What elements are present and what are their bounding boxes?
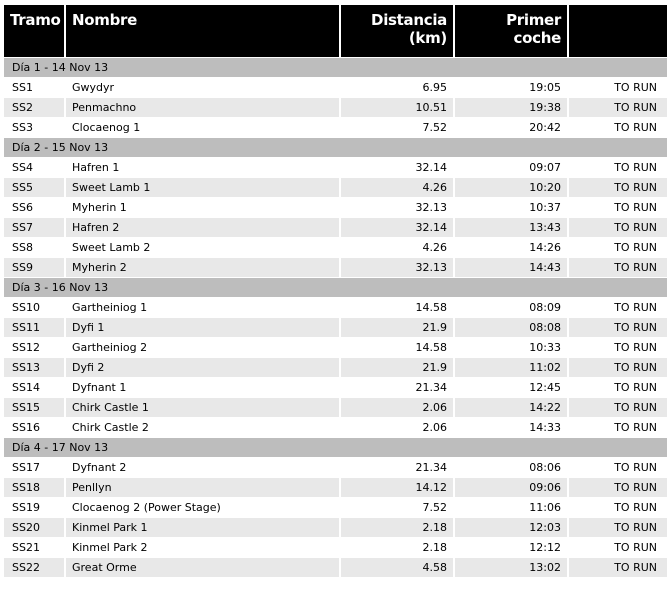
stage-name: Chirk Castle 2 — [65, 418, 340, 438]
header-primer-coche: Primer coche — [454, 5, 568, 58]
stage-name: Kinmel Park 1 — [65, 518, 340, 538]
stage-status: TO RUN — [568, 78, 667, 98]
stage-name: Sweet Lamb 1 — [65, 178, 340, 198]
stage-distance: 21.34 — [340, 378, 454, 398]
stage-distance: 21.9 — [340, 358, 454, 378]
stage-first-car-time: 14:22 — [454, 398, 568, 418]
stage-first-car-time: 09:07 — [454, 158, 568, 178]
itinerary-table — [4, 5, 667, 577]
table-row — [4, 258, 667, 278]
stage-status: TO RUN — [568, 358, 667, 378]
day-label: Día 4 - 17 Nov 13 — [4, 438, 667, 458]
stage-status: TO RUN — [568, 318, 667, 338]
stage-code: SS14 — [4, 378, 65, 398]
stage-distance: 7.52 — [340, 498, 454, 518]
stage-distance: 4.26 — [340, 178, 454, 198]
stage-status: TO RUN — [568, 538, 667, 558]
stage-code: SS1 — [4, 78, 65, 98]
stage-distance: 2.18 — [340, 538, 454, 558]
stage-name: Dyfnant 1 — [65, 378, 340, 398]
stage-first-car-time: 08:06 — [454, 458, 568, 478]
stage-status: TO RUN — [568, 518, 667, 538]
stage-first-car-time: 14:33 — [454, 418, 568, 438]
table-row — [4, 198, 667, 218]
stage-first-car-time: 14:26 — [454, 238, 568, 258]
stage-status: TO RUN — [568, 198, 667, 218]
table-row — [4, 238, 667, 258]
table-row — [4, 498, 667, 518]
stage-distance: 2.18 — [340, 518, 454, 538]
day-header-row — [4, 138, 667, 158]
header-tramo: Tramo — [4, 5, 65, 58]
table-row — [4, 478, 667, 498]
stage-status: TO RUN — [568, 298, 667, 318]
stage-distance: 14.58 — [340, 338, 454, 358]
stage-first-car-time: 11:02 — [454, 358, 568, 378]
day-header-row — [4, 438, 667, 458]
header-distancia: Distancia (km) — [340, 5, 454, 58]
table-row — [4, 218, 667, 238]
stage-code: SS13 — [4, 358, 65, 378]
table-row — [4, 458, 667, 478]
table-row — [4, 78, 667, 98]
stage-name: Chirk Castle 1 — [65, 398, 340, 418]
table-row — [4, 298, 667, 318]
stage-distance: 2.06 — [340, 398, 454, 418]
stage-distance: 2.06 — [340, 418, 454, 438]
stage-distance: 14.12 — [340, 478, 454, 498]
stage-code: SS18 — [4, 478, 65, 498]
table-row — [4, 358, 667, 378]
stage-first-car-time: 19:05 — [454, 78, 568, 98]
stage-status: TO RUN — [568, 238, 667, 258]
stage-name: Great Orme — [65, 558, 340, 578]
stage-status: TO RUN — [568, 498, 667, 518]
stage-first-car-time: 10:37 — [454, 198, 568, 218]
stage-code: SS8 — [4, 238, 65, 258]
table-row — [4, 118, 667, 138]
stage-name: Gartheiniog 2 — [65, 338, 340, 358]
stage-name: Myherin 2 — [65, 258, 340, 278]
stage-name: Penllyn — [65, 478, 340, 498]
stage-first-car-time: 12:03 — [454, 518, 568, 538]
stage-name: Hafren 2 — [65, 218, 340, 238]
stage-name: Myherin 1 — [65, 198, 340, 218]
stage-status: TO RUN — [568, 218, 667, 238]
stage-code: SS6 — [4, 198, 65, 218]
stage-first-car-time: 12:45 — [454, 378, 568, 398]
stage-distance: 32.13 — [340, 198, 454, 218]
stage-distance: 6.95 — [340, 78, 454, 98]
stage-code: SS20 — [4, 518, 65, 538]
stage-first-car-time: 14:43 — [454, 258, 568, 278]
stage-distance: 32.14 — [340, 158, 454, 178]
stage-distance: 21.34 — [340, 458, 454, 478]
stage-name: Sweet Lamb 2 — [65, 238, 340, 258]
table-row — [4, 398, 667, 418]
table-row — [4, 98, 667, 118]
stage-code: SS3 — [4, 118, 65, 138]
header-nombre: Nombre — [65, 5, 340, 58]
stage-distance: 10.51 — [340, 98, 454, 118]
table-row — [4, 418, 667, 438]
stage-first-car-time: 13:02 — [454, 558, 568, 578]
stage-code: SS9 — [4, 258, 65, 278]
stage-name: Dyfnant 2 — [65, 458, 340, 478]
stage-code: SS17 — [4, 458, 65, 478]
stage-status: TO RUN — [568, 98, 667, 118]
stage-code: SS2 — [4, 98, 65, 118]
stage-code: SS21 — [4, 538, 65, 558]
stage-first-car-time: 09:06 — [454, 478, 568, 498]
stage-status: TO RUN — [568, 258, 667, 278]
stage-status: TO RUN — [568, 338, 667, 358]
stage-code: SS19 — [4, 498, 65, 518]
table-row — [4, 558, 667, 578]
stage-code: SS22 — [4, 558, 65, 578]
day-label: Día 3 - 16 Nov 13 — [4, 278, 667, 298]
table-header — [4, 5, 667, 58]
stage-name: Gwydyr — [65, 78, 340, 98]
day-label: Día 2 - 15 Nov 13 — [4, 138, 667, 158]
stage-first-car-time: 20:42 — [454, 118, 568, 138]
stage-distance: 4.26 — [340, 238, 454, 258]
stage-first-car-time: 10:33 — [454, 338, 568, 358]
stage-first-car-time: 11:06 — [454, 498, 568, 518]
stage-code: SS15 — [4, 398, 65, 418]
day-header-row — [4, 58, 667, 78]
stage-name: Gartheiniog 1 — [65, 298, 340, 318]
stage-name: Dyfi 1 — [65, 318, 340, 338]
stage-code: SS12 — [4, 338, 65, 358]
table-body — [4, 58, 667, 578]
stage-code: SS16 — [4, 418, 65, 438]
stage-code: SS7 — [4, 218, 65, 238]
stage-name: Clocaenog 1 — [65, 118, 340, 138]
stage-first-car-time: 10:20 — [454, 178, 568, 198]
stage-first-car-time: 12:12 — [454, 538, 568, 558]
stage-first-car-time: 19:38 — [454, 98, 568, 118]
stage-status: TO RUN — [568, 398, 667, 418]
stage-status: TO RUN — [568, 158, 667, 178]
table-row — [4, 338, 667, 358]
day-label: Día 1 - 14 Nov 13 — [4, 58, 667, 78]
stage-status: TO RUN — [568, 418, 667, 438]
stage-name: Penmachno — [65, 98, 340, 118]
stage-status: TO RUN — [568, 178, 667, 198]
stage-distance: 4.58 — [340, 558, 454, 578]
day-header-row — [4, 278, 667, 298]
table-row — [4, 158, 667, 178]
stage-status: TO RUN — [568, 558, 667, 578]
stage-first-car-time: 08:09 — [454, 298, 568, 318]
stage-code: SS11 — [4, 318, 65, 338]
stage-distance: 14.58 — [340, 298, 454, 318]
stage-status: TO RUN — [568, 378, 667, 398]
stage-code: SS4 — [4, 158, 65, 178]
stage-name: Dyfi 2 — [65, 358, 340, 378]
stage-distance: 32.14 — [340, 218, 454, 238]
stage-first-car-time: 13:43 — [454, 218, 568, 238]
table-row — [4, 538, 667, 558]
stage-name: Hafren 1 — [65, 158, 340, 178]
stage-status: TO RUN — [568, 458, 667, 478]
stage-name: Clocaenog 2 (Power Stage) — [65, 498, 340, 518]
stage-name: Kinmel Park 2 — [65, 538, 340, 558]
stage-code: SS10 — [4, 298, 65, 318]
header-estado — [568, 5, 667, 58]
stage-first-car-time: 08:08 — [454, 318, 568, 338]
table-row — [4, 178, 667, 198]
stage-status: TO RUN — [568, 118, 667, 138]
stage-distance: 7.52 — [340, 118, 454, 138]
table-row — [4, 318, 667, 338]
table-row — [4, 518, 667, 538]
stage-code: SS5 — [4, 178, 65, 198]
stage-distance: 21.9 — [340, 318, 454, 338]
stage-status: TO RUN — [568, 478, 667, 498]
table-row — [4, 378, 667, 398]
stage-distance: 32.13 — [340, 258, 454, 278]
